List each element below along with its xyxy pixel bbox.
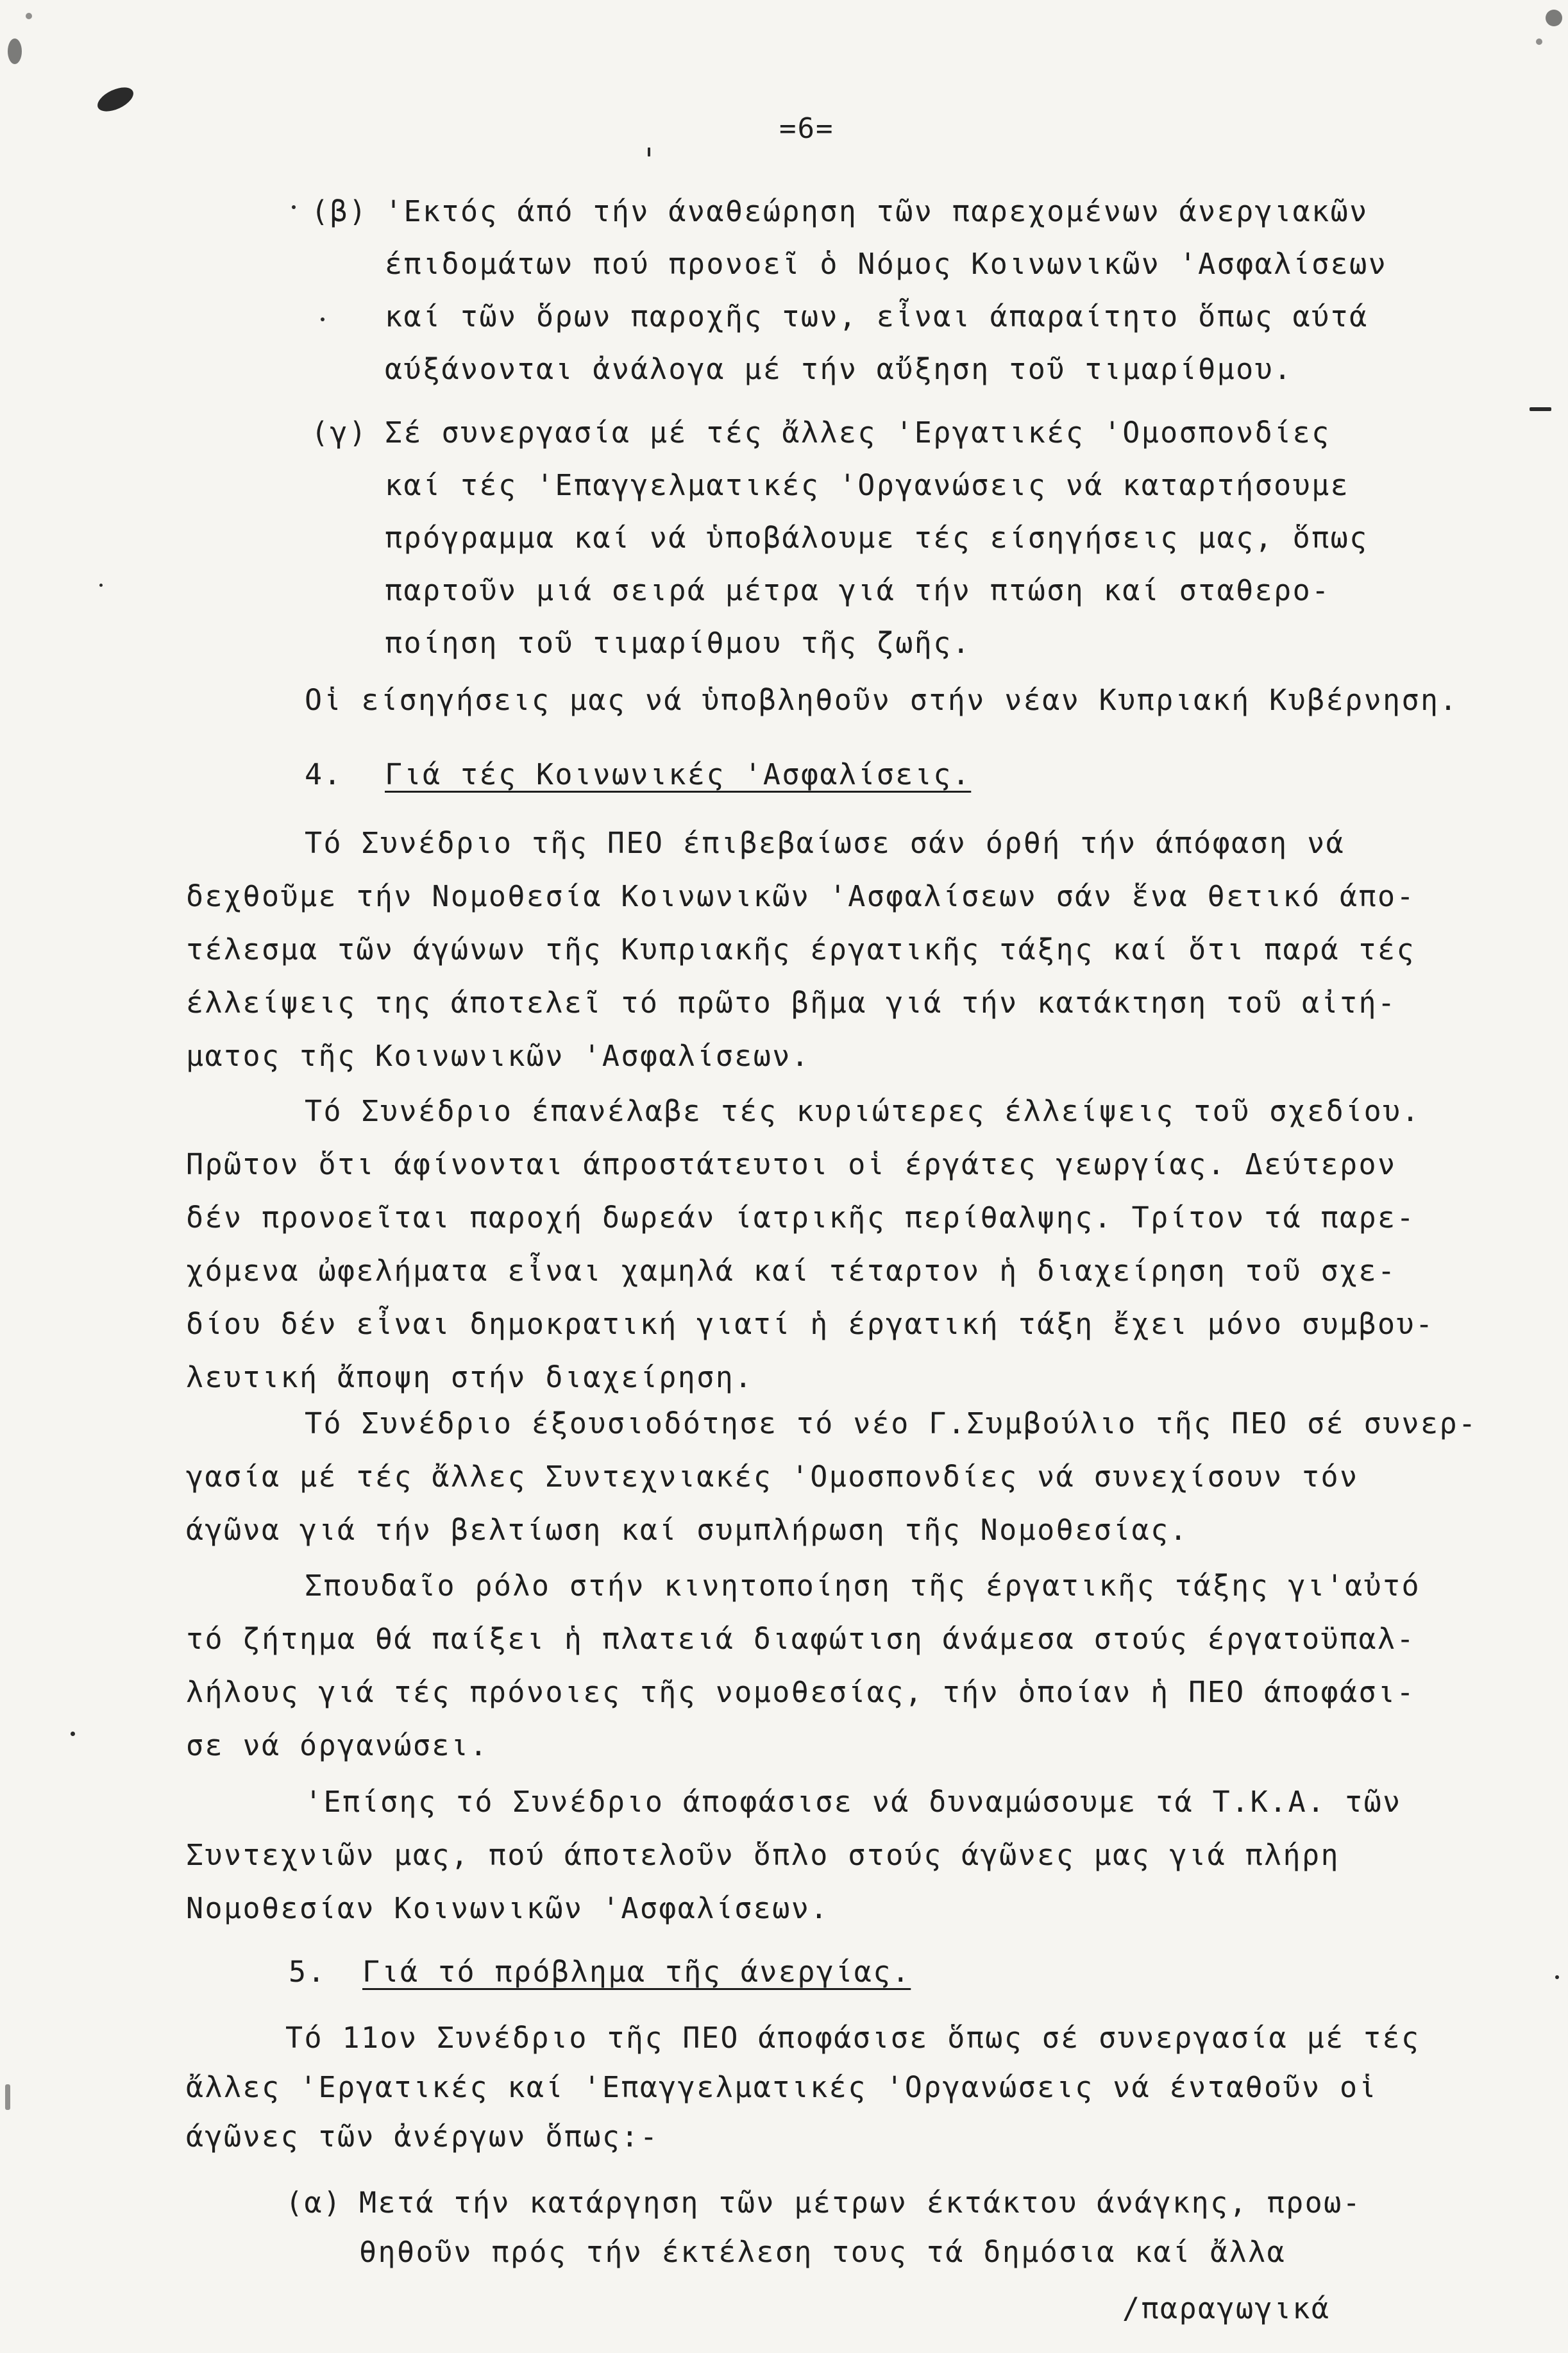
section-4-para5-line: Συντεχνιῶν μας, πού άποτελοῦν ὅπλο στούς άγῶνες μας γιά πλήρη [186,1838,1340,1872]
section-4-para4-line: λήλους γιά τές πρόνοιες τῆς νομοθεσίας, τήν ὁποίαν ἡ ΠΕΟ άποφάσι- [186,1675,1415,1709]
section-4-para2-line: δίου δέν εἶναι δημοκρατική γιατί ἡ έργατική τάξη ἔχει μόνο συμβου- [186,1307,1435,1341]
section-4-para1-line: έλλείψεις της άποτελεῖ τό πρῶτο βῆμα γιά τήν κατάκτηση τοῦ αἰτή- [186,986,1397,1020]
section-4-para2-line: λευτική ἄποψη στήν διαχείρηση. [186,1360,754,1394]
page-number: =6= [779,112,834,145]
closing-sentence: Οἱ είσηγήσεις μας νά ὑποβληθοῦν στήν νέαν Κυπριακή Κυβέρνηση. [305,683,1459,717]
section-4-para4-line: σε νά όργανώσει. [186,1728,489,1762]
section-4-para5-line: Νομοθεσίαν Κοινωνικῶν 'Ασφαλίσεων. [186,1891,829,1925]
section-4-para3-line: άγῶνα γιά τήν βελτίωση καί συμπλήρωση τῆς Νομοθεσίας. [186,1513,1189,1547]
item-b-line: 'Εκτός άπό τήν άναθεώρηση τῶν παρεχομένων άνεργιακῶν [385,194,1369,228]
section-4-para5-line: 'Επίσης τό Συνέδριο άποφάσισε νά δυναμώσουμε τά Τ.Κ.Α. τῶν [305,1785,1402,1819]
item-b-line: καί τῶν ὅρων παροχῆς των, εἶναι άπαραίτητο ὅπως αύτά [385,299,1369,333]
item-c-line: Σέ συνεργασία μέ τές ἄλλες 'Εργατικές 'Ομοσπονδίες [385,416,1331,450]
scan-speck [1536,38,1542,45]
continuation-catchword: /παραγωγικά [1122,2291,1331,2325]
section-4-para1-line: Τό Συνέδριο τῆς ΠΕΟ έπιβεβαίωσε σάν όρθή τήν άπόφαση νά [305,826,1345,860]
scan-speck [99,584,103,587]
section-4-para3-line: Τό Συνέδριο έξουσιοδότησε τό νέο Γ.Συμβούλιο τῆς ΠΕΟ σέ συνερ- [305,1406,1478,1440]
item-b-line: αύξάνονται ἀνάλογα μέ τήν αὔξηση τοῦ τιμαρίθμου. [385,352,1293,386]
scan-speck [94,83,137,117]
item-c-line: ποίηση τοῦ τιμαρίθμου τῆς ζωῆς. [385,626,972,660]
scan-speck [8,38,22,64]
item-label-a: (α) [285,2186,342,2220]
scan-speck [1555,1975,1559,1979]
scan-speck [71,1732,75,1736]
item-b-line: έπιδομάτων πού προνοεῖ ὁ Νόμος Κοινωνικῶν 'Ασφαλίσεων [385,247,1388,281]
section-4-para3-line: γασία μέ τές ἄλλες Συντεχνιακές 'Ομοσπονδίες νά συνεχίσουν τόν [186,1460,1359,1494]
section-4-para4-line: Σπουδαῖο ρόλο στήν κινητοποίηση τῆς έργατικῆς τάξης γι'αὐτό [305,1569,1421,1603]
item-label-c: (γ) [311,416,368,450]
section-4-number: 4. [305,757,342,791]
section-4-para4-line: τό ζήτημα θά παίξει ἡ πλατειά διαφώτιση άνάμεσα στούς έργατοϋπαλ- [186,1622,1415,1656]
section-5-heading: Γιά τό πρόβλημα τῆς άνεργίας. [362,1955,911,1989]
scan-speck [5,2084,10,2110]
section-5-number: 5. [289,1955,326,1989]
section-5-para1-line: ἄλλες 'Εργατικές καί 'Επαγγελματικές 'Οργανώσεις νά ένταθοῦν οἱ [186,2070,1378,2104]
section-5-para1-line: Τό 11ον Συνέδριο τῆς ΠΕΟ άποφάσισε ὅπως σέ συνεργασία μέ τές [285,2021,1420,2055]
section-4-para2-line: Πρῶτον ὅτι άφίνονται άπροστάτευτοι οἱ έργάτες γεωργίας. Δεύτερον [186,1147,1397,1181]
section-4-para1-line: ματος τῆς Κοινωνικῶν 'Ασφαλίσεων. [186,1039,811,1073]
scan-speck [26,13,32,19]
section-4-para2-line: Τό Συνέδριο έπανέλαβε τές κυριώτερες έλλείψεις τοῦ σχεδίου. [305,1094,1421,1128]
scan-speck [1530,407,1551,411]
scan-speck [321,317,325,321]
item-c-line: παρτοῦν μιά σειρά μέτρα γιά τήν πτώση καί σταθερο- [385,573,1331,607]
scan-speck [292,205,296,209]
item-c-line: πρόγραμμα καί νά ὑποβάλουμε τές είσηγήσεις μας, ὅπως [385,521,1369,555]
section-4-para2-line: δέν προνοεῖται παροχή δωρεάν ίατρικῆς περίθαλψης. Τρίτον τά παρε- [186,1201,1415,1235]
item-a-line: θηθοῦν πρός τήν έκτέλεση τους τά δημόσια καί ἄλλα [359,2235,1286,2269]
section-4-para2-line: χόμενα ὠφελήματα εἶναι χαμηλά καί τέταρτον ἡ διαχείρηση τοῦ σχε- [186,1254,1397,1288]
section-4-para1-line: τέλεσμα τῶν άγώνων τῆς Κυπριακῆς έργατικῆς τάξης καί ὅτι παρά τές [186,932,1415,966]
item-label-b: (β) [311,194,368,228]
section-4-heading: Γιά τές Κοινωνικές 'Ασφαλίσεις. [385,757,972,791]
item-a-line: Μετά τήν κατάργηση τῶν μέτρων έκτάκτου άνάγκης, προω- [359,2186,1362,2220]
scan-speck [1546,10,1562,26]
scan-speck [648,148,650,156]
item-c-line: καί τές 'Επαγγελματικές 'Οργανώσεις νά καταρτήσουμε [385,468,1350,502]
section-4-para1-line: δεχθοῦμε τήν Νομοθεσία Κοινωνικῶν 'Ασφαλίσεων σάν ἕνα θετικό άπο- [186,879,1415,913]
section-5-para1-line: άγῶνες τῶν ἀνέργων ὅπως:- [186,2120,659,2154]
